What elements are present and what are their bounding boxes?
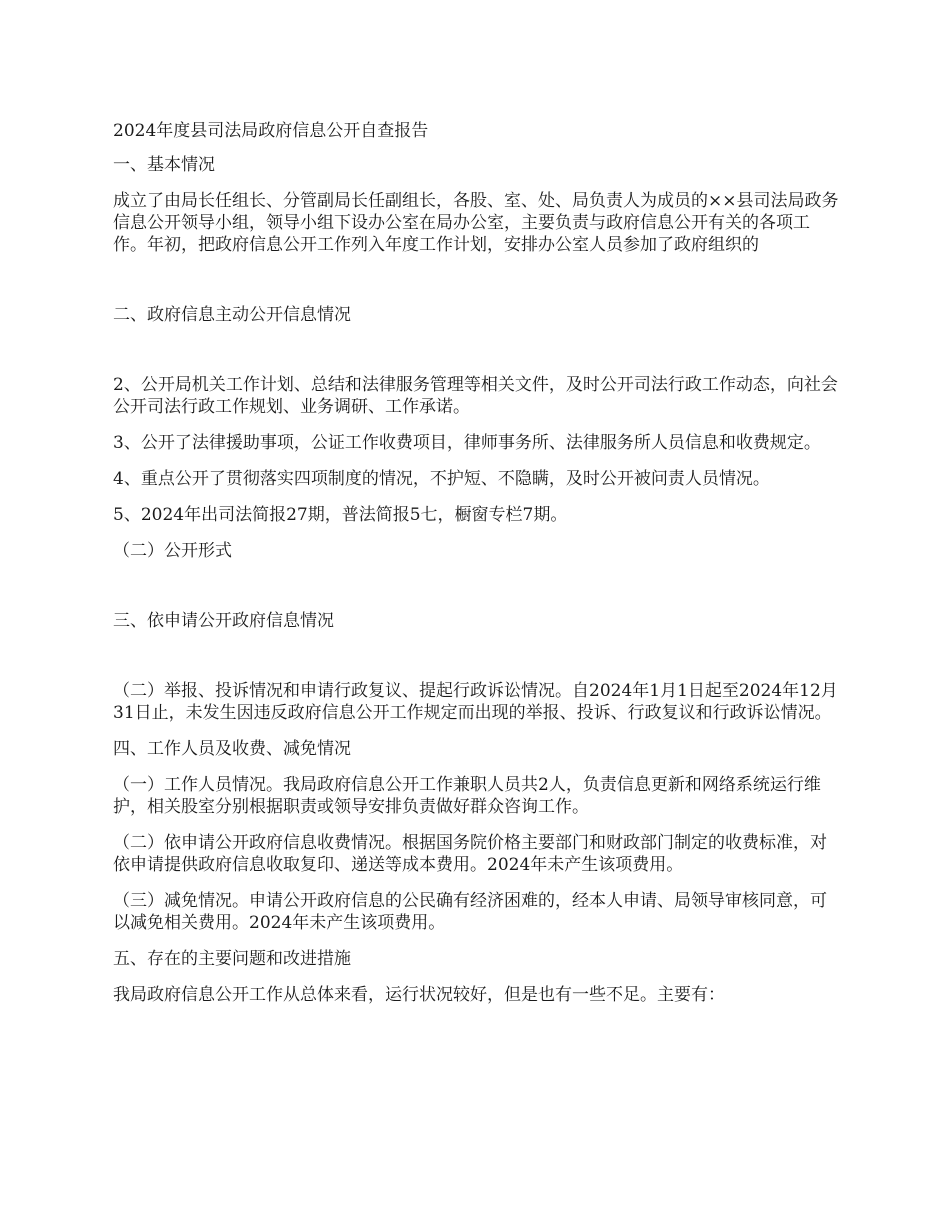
document-title: 2024年度县司法局政府信息公开自查报告	[113, 121, 429, 141]
paragraph-exemptions: （三）减免情况。申请公开政府信息的公民确有经济困难的，经本人申请、局领导审核同意，可以减免相关费用。2024年未产生该项费用。	[113, 891, 827, 933]
list-item-2: 2、公开局机关工作计划、总结和法律服务管理等相关文件，及时公开司法行政工作动态，向社会公开司法行政工作规划、业务调研、工作承诺。	[113, 375, 838, 417]
paragraph-complaints: （二）举报、投诉情况和申请行政复议、提起行政诉讼情况。自2024年1月1日起至2024年12月31日止，未发生因违反政府信息公开工作规定而出现的举报、投诉、行政复议和行政诉讼情况。	[113, 681, 838, 723]
paragraph-fees: （二）依申请公开政府信息收费情况。根据国务院价格主要部门和财政部门制定的收费标准，对依申请提供政府信息收取复印、递送等成本费用。2024年未产生该项费用。	[113, 833, 827, 875]
section-heading-problems: 五、存在的主要问题和改进措施	[113, 949, 351, 969]
section-heading-proactive: 二、政府信息主动公开信息情况	[113, 305, 351, 325]
list-item-4: 4、重点公开了贯彻落实四项制度的情况，不护短、不隐瞒，及时公开被问责人员情况。	[113, 469, 770, 489]
list-item-5: 5、2024年出司法简报27期，普法简报5七，橱窗专栏7期。	[113, 505, 568, 525]
section-heading-staff-fees: 四、工作人员及收费、减免情况	[113, 739, 351, 759]
document-page	[113, 120, 843, 1006]
paragraph-staff: （一）工作人员情况。我局政府信息公开工作兼职人员共2人，负责信息更新和网络系统运行维护，相关股室分别根据职责或领导安排负责做好群众咨询工作。	[113, 775, 821, 817]
list-item-3: 3、公开了法律援助事项，公证工作收费项目，律师事务所、法律服务所人员信息和收费规定。	[113, 433, 821, 453]
paragraph-basic-situation: 成立了由局长任组长、分管副局长任副组长，各股、室、处、局负责人为成员的××县司法局政务信息公开领导小组，领导小组下设办公室在局办公室，主要负责与政府信息公开有关的各项工作。年初，把政府信息公开工作列入年度工作计划，安排办公室人员参加了政府组织的	[113, 191, 839, 255]
section-heading-basic: 一、基本情况	[113, 155, 215, 175]
subheading-disclosure-form: （二）公开形式	[113, 541, 232, 561]
section-heading-on-request: 三、依申请公开政府信息情况	[113, 611, 334, 631]
paragraph-problems: 我局政府信息公开工作从总体来看，运行状况较好，但是也有一些不足。主要有：	[113, 985, 725, 1005]
